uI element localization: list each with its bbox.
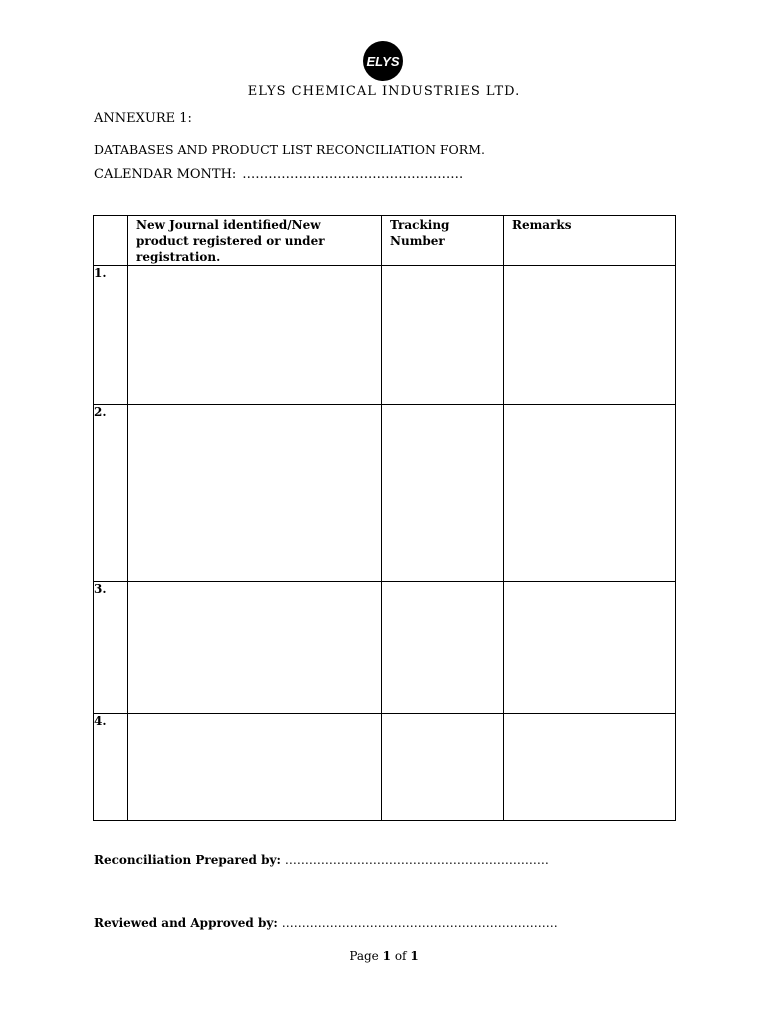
- page-current: 1: [382, 949, 391, 963]
- remarks-cell[interactable]: [504, 714, 676, 821]
- annexure-label: ANNEXURE 1:: [94, 111, 192, 126]
- page-word: Page: [349, 949, 379, 963]
- tracking-cell[interactable]: [382, 266, 504, 405]
- prepared-by-label: Reconciliation Prepared by:: [94, 853, 281, 867]
- tracking-cell[interactable]: [382, 582, 504, 714]
- remarks-cell[interactable]: [504, 266, 676, 405]
- elys-logo: [362, 40, 404, 82]
- tracking-cell[interactable]: [382, 714, 504, 821]
- prepared-by-field[interactable]: …………………………………………………………: [284, 853, 549, 867]
- journal-cell[interactable]: [128, 405, 382, 582]
- remarks-cell[interactable]: [504, 405, 676, 582]
- form-title: DATABASES AND PRODUCT LIST RECONCILIATION FORM.: [94, 142, 485, 157]
- journal-cell[interactable]: [128, 266, 382, 405]
- row-number: 2.: [94, 405, 128, 582]
- table-row: [94, 714, 676, 821]
- company-name: ELYS CHEMICAL INDUSTRIES LTD.: [247, 84, 521, 99]
- column-header-tracking: Tracking Number: [382, 216, 504, 266]
- remarks-cell[interactable]: [504, 582, 676, 714]
- column-header-remarks: Remarks: [504, 216, 676, 266]
- row-number: 3.: [94, 582, 128, 714]
- tracking-cell[interactable]: [382, 405, 504, 582]
- journal-cell[interactable]: [128, 714, 382, 821]
- column-header-number: [94, 216, 128, 266]
- reviewed-by: [94, 916, 558, 930]
- row-number: 1.: [94, 266, 128, 405]
- page-total: 1: [410, 949, 419, 963]
- reviewed-by-label: Reviewed and Approved by:: [94, 916, 278, 930]
- table-header-row: [94, 216, 676, 266]
- calendar-month-label: CALENDAR MONTH:: [94, 167, 237, 182]
- page-number: [0, 949, 768, 963]
- journal-cell[interactable]: [128, 582, 382, 714]
- table-row: [94, 582, 676, 714]
- table-row: [94, 405, 676, 582]
- calendar-month-field[interactable]: ……………………………………………: [242, 167, 464, 182]
- reconciliation-table: [93, 215, 676, 821]
- reviewed-by-field[interactable]: ……………………………………………………………: [281, 916, 558, 930]
- logo-text: ELYS: [366, 54, 400, 69]
- table-row: [94, 266, 676, 405]
- row-number: 4.: [94, 714, 128, 821]
- page-of: of: [394, 949, 407, 963]
- prepared-by: [94, 853, 549, 867]
- calendar-month: [94, 167, 463, 182]
- column-header-journal: New Journal identified/New product registered or under registration.: [128, 216, 382, 266]
